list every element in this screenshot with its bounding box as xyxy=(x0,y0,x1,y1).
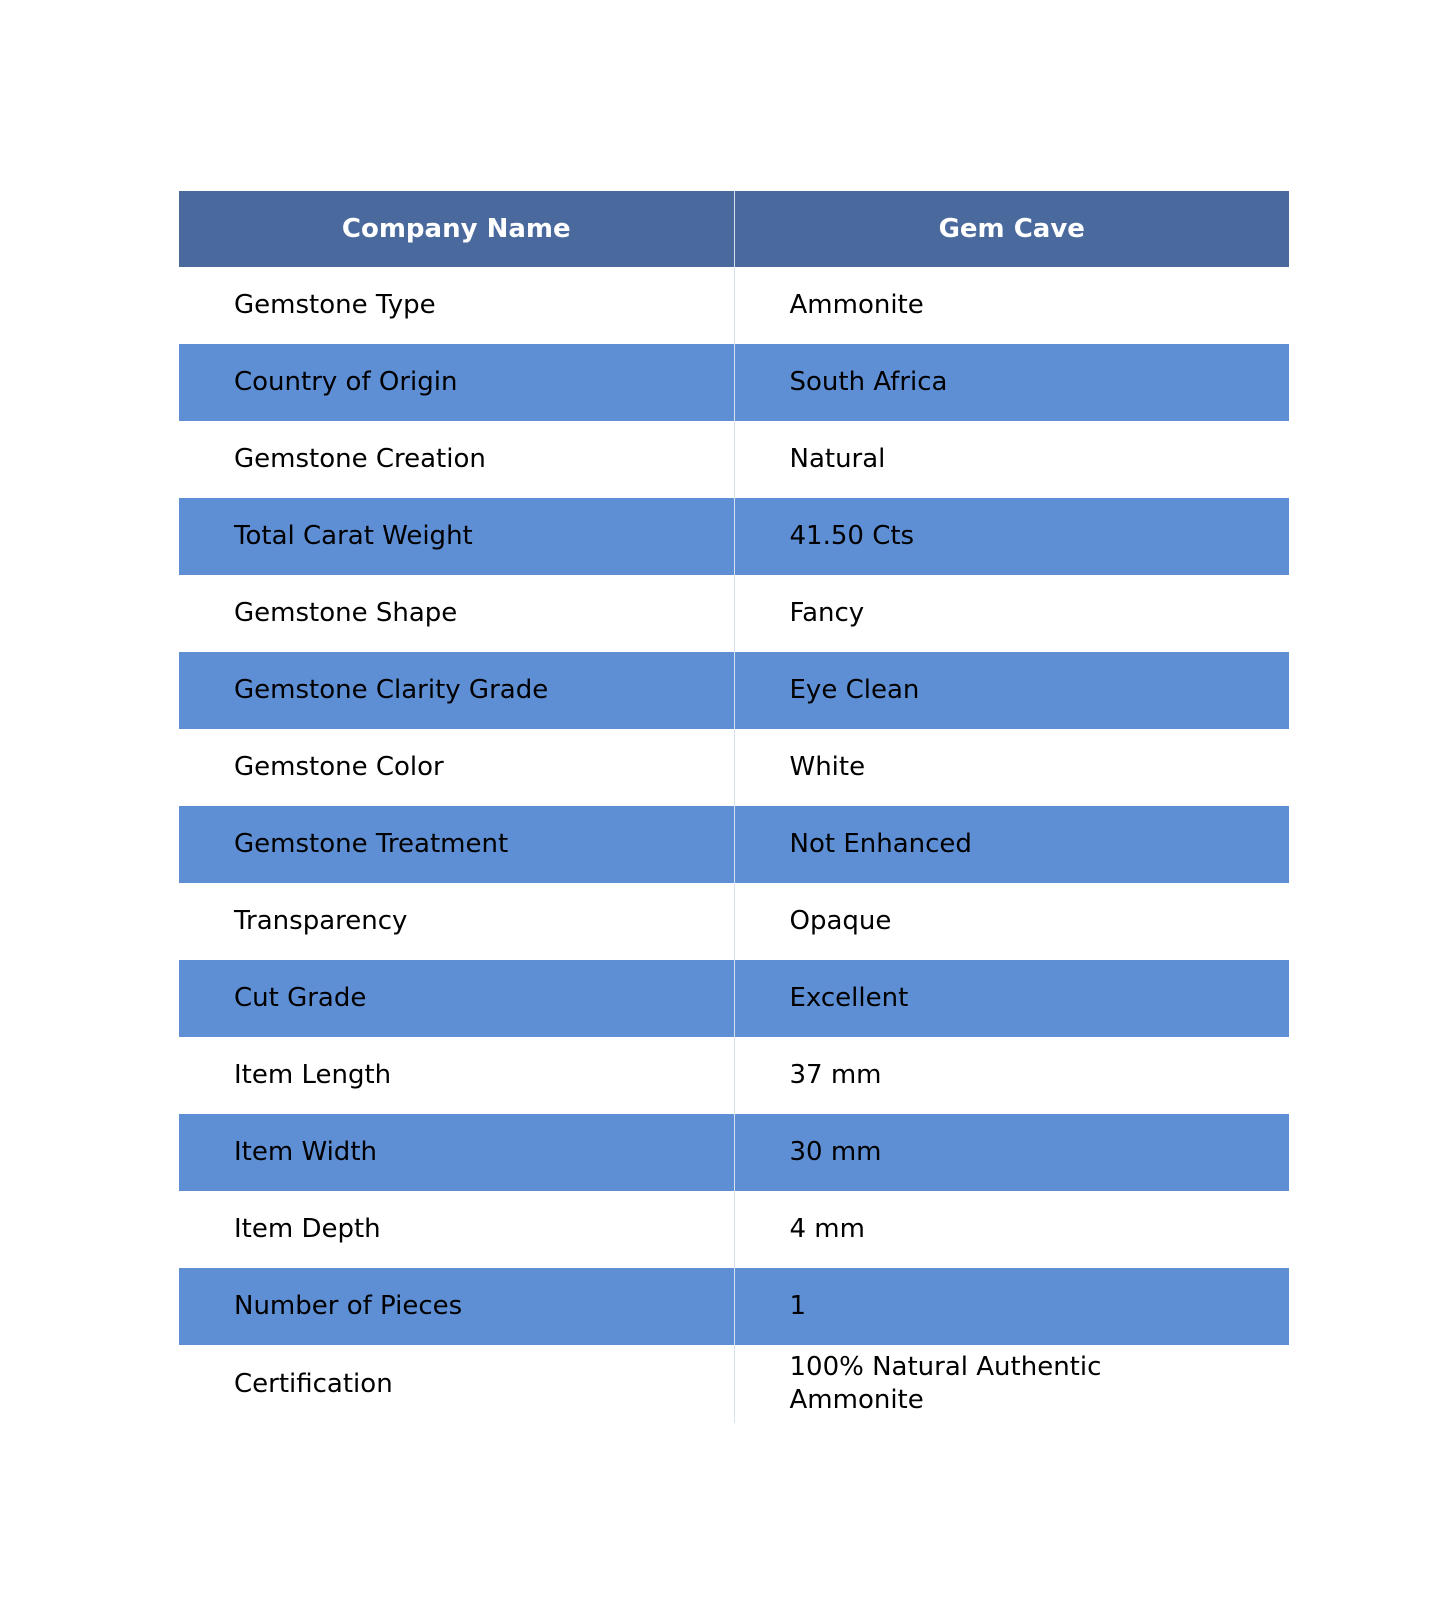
row-label: Gemstone Clarity Grade xyxy=(179,652,734,729)
row-value: 100% Natural Authentic Ammonite xyxy=(734,1345,1289,1423)
row-value: Opaque xyxy=(734,883,1289,960)
table-row xyxy=(179,1114,1289,1191)
row-value: Eye Clean xyxy=(734,652,1289,729)
table-row xyxy=(179,421,1289,498)
table-row xyxy=(179,1191,1289,1268)
row-value: 4 mm xyxy=(734,1191,1289,1268)
row-label: Transparency xyxy=(179,883,734,960)
row-label: Gemstone Creation xyxy=(179,421,734,498)
row-value: White xyxy=(734,729,1289,806)
row-value: 37 mm xyxy=(734,1037,1289,1114)
table-row xyxy=(179,729,1289,806)
table-row xyxy=(179,344,1289,421)
row-label: Total Carat Weight xyxy=(179,498,734,575)
row-label: Item Length xyxy=(179,1037,734,1114)
table-row xyxy=(179,1268,1289,1345)
row-label: Gemstone Treatment xyxy=(179,806,734,883)
row-label: Item Width xyxy=(179,1114,734,1191)
row-value: Excellent xyxy=(734,960,1289,1037)
row-label: Country of Origin xyxy=(179,344,734,421)
table-row xyxy=(179,498,1289,575)
row-label: Item Depth xyxy=(179,1191,734,1268)
row-value: 30 mm xyxy=(734,1114,1289,1191)
row-value: Not Enhanced xyxy=(734,806,1289,883)
row-value: Fancy xyxy=(734,575,1289,652)
row-label: Cut Grade xyxy=(179,960,734,1037)
row-label: Gemstone Shape xyxy=(179,575,734,652)
row-label: Certification xyxy=(179,1345,734,1423)
table-row xyxy=(179,960,1289,1037)
table-row xyxy=(179,267,1289,344)
table-header-row xyxy=(179,191,1289,267)
gemstone-spec-table xyxy=(179,191,1289,1423)
row-value: 41.50 Cts xyxy=(734,498,1289,575)
row-value: Ammonite xyxy=(734,267,1289,344)
table-row xyxy=(179,1345,1289,1423)
table-row xyxy=(179,883,1289,960)
header-company-name: Company Name xyxy=(179,191,734,267)
row-label: Gemstone Color xyxy=(179,729,734,806)
row-label: Gemstone Type xyxy=(179,267,734,344)
row-label: Number of Pieces xyxy=(179,1268,734,1345)
row-value: Natural xyxy=(734,421,1289,498)
table-row xyxy=(179,1037,1289,1114)
table-row xyxy=(179,575,1289,652)
table-row xyxy=(179,652,1289,729)
row-value: South Africa xyxy=(734,344,1289,421)
header-company-value: Gem Cave xyxy=(734,191,1289,267)
table-row xyxy=(179,806,1289,883)
row-value: 1 xyxy=(734,1268,1289,1345)
